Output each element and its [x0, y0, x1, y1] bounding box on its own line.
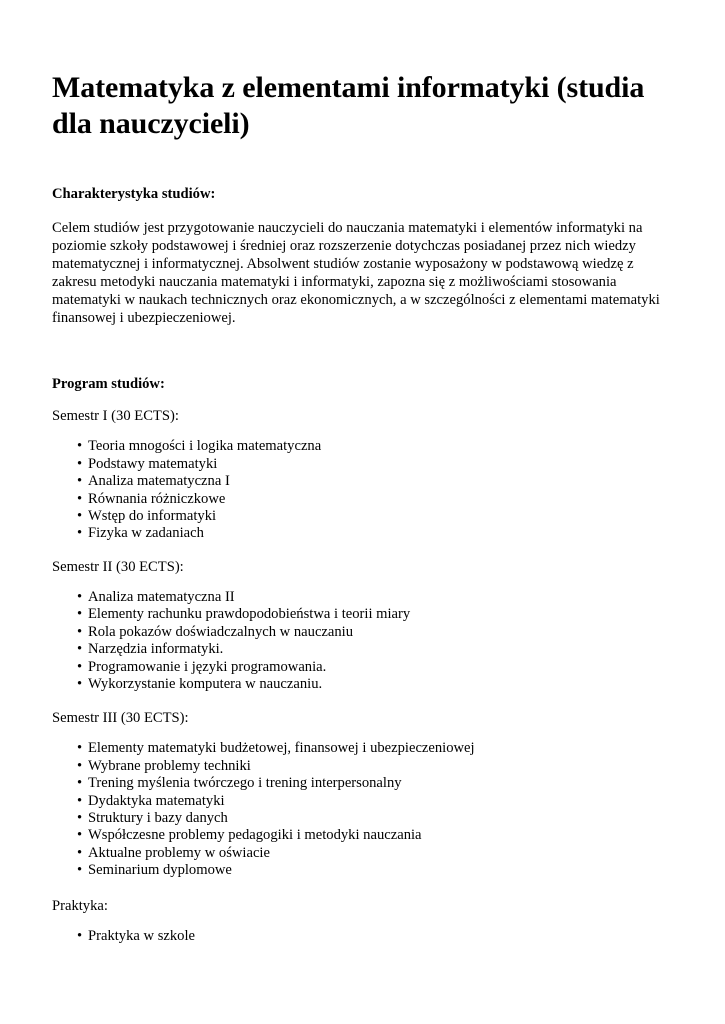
list-item: • Analiza matematyczna II [88, 589, 673, 606]
list-item: • Aktualne problemy w oświacie [88, 845, 673, 862]
list-item: • Narzędzia informatyki. [88, 641, 673, 658]
semester-3-list [52, 740, 673, 879]
list-item: • Wykorzystanie komputera w nauczaniu. [88, 676, 673, 693]
list-item: • Elementy matematyki budżetowej, finansowej i ubezpieczeniowej [88, 740, 673, 757]
list-item: • Współczesne problemy pedagogiki i metodyki nauczania [88, 827, 673, 844]
list-item: • Teoria mnogości i logika matematyczna [88, 438, 673, 455]
semester-1-list [52, 438, 673, 542]
list-item: • Rola pokazów doświadczalnych w nauczaniu [88, 624, 673, 641]
list-item: • Podstawy matematyki [88, 456, 673, 473]
characteristics-heading: Charakterystyka studiów: [52, 186, 216, 202]
list-item: • Trening myślenia twórczego i trening interpersonalny [88, 775, 673, 792]
semester-2-label: Semestr II (30 ECTS): [52, 558, 184, 575]
page-title: Matematyka z elementami informatyki (studia dla nauczycieli) [52, 71, 645, 140]
list-item: • Równania różniczkowe [88, 491, 673, 508]
list-item: • Programowanie i języki programowania. [88, 659, 673, 676]
characteristics-text: Celem studiów jest przygotowanie nauczycieli do nauczania matematyki i elementów informatyki na poziomie szkoły podstawowej i średniej oraz rozszerzenie dotychczas posiadanej przez nich wiedzy matematycznej i informatycznej. Absolwent studiów zostanie wyposażony w podstawową wiedzę z zakresu metodyki nauczania matematyki i informatyki, zapozna się z możliwościami stosowania matematyki w naukach technicznych oraz ekonomicznych, a w szczególności z elementami matematyki finansowej i ubezpieczeniowej. [52, 220, 660, 326]
list-item: • Wybrane problemy techniki [88, 758, 673, 775]
program-heading: Program studiów: [52, 376, 165, 393]
practice-label: Praktyka: [52, 897, 108, 914]
list-item: • Analiza matematyczna I [88, 473, 673, 490]
list-item: • Praktyka w szkole [88, 928, 673, 945]
list-item: • Struktury i bazy danych [88, 810, 673, 827]
semester-3-label: Semestr III (30 ECTS): [52, 710, 189, 727]
semester-1-label: Semestr I (30 ECTS): [52, 408, 179, 425]
practice-list [52, 928, 673, 945]
list-item: • Dydaktyka matematyki [88, 793, 673, 810]
list-item: • Seminarium dyplomowe [88, 862, 673, 879]
list-item: • Wstęp do informatyki [88, 508, 673, 525]
list-item: • Fizyka w zadaniach [88, 525, 673, 542]
list-item: • Elementy rachunku prawdopodobieństwa i teorii miary [88, 606, 673, 623]
semester-2-list [52, 589, 673, 693]
